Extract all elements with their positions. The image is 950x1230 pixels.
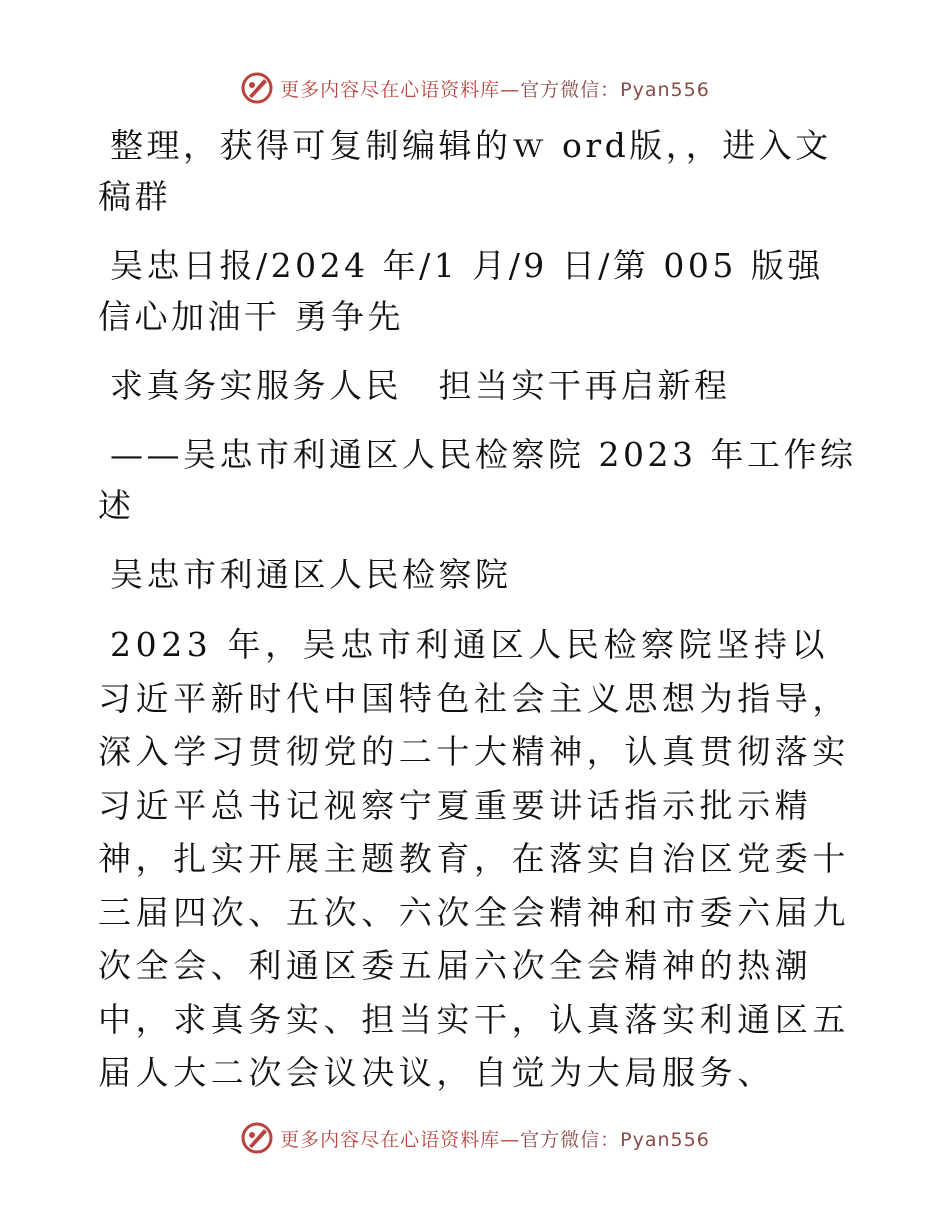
subtitle: ——吴忠市利通区人民检察院 2023 年工作综述 bbox=[98, 435, 857, 525]
header-banner-title: 更多内容尽在心语资料库 bbox=[280, 78, 501, 101]
footer-banner-title: 更多内容尽在心语资料库 bbox=[280, 1128, 501, 1151]
footer-banner-text bbox=[280, 1125, 710, 1152]
header-banner bbox=[0, 68, 950, 108]
body-paragraph: 2023 年，吴忠市利通区人民检察院坚持以习近平新时代中国特色社会主义思想为指导，深入学习贯彻党的二十大精神，认真贯彻落实习近平总书记视察宁夏重要讲话指示批示精神，扎实开展主题教育，在落实自治区党委十三届四次、五次、六次全会精神和市委六届九次全会、利通区委五届六次全会精神的热潮中，求真务实、担当实干，认真落实利通区五届人大二次会议决议，自觉为大局服务、 bbox=[98, 625, 850, 1092]
author-line: 吴忠市利通区人民检察院 bbox=[110, 555, 512, 594]
edit-note: 整理，获得可复制编辑的ｗ ord版，，进入文稿群 bbox=[98, 126, 832, 216]
header-banner-separator: — bbox=[500, 78, 521, 101]
footer-banner-wechat: 官方微信：Pyan556 bbox=[520, 1128, 710, 1151]
footer-banner bbox=[0, 1118, 950, 1158]
quill-logo-icon bbox=[240, 1121, 274, 1155]
source-line: 吴忠日报/2024 年/1 月/9 日/第 005 版强信心加油干 勇争先 bbox=[98, 246, 824, 336]
quill-logo-icon bbox=[240, 71, 274, 105]
headline: 求真务实服务人民 担当实干再启新程 bbox=[110, 366, 731, 405]
header-banner-wechat: 官方微信：Pyan556 bbox=[520, 78, 710, 101]
header-banner-text bbox=[280, 75, 710, 102]
document-body bbox=[98, 120, 858, 1100]
footer-banner-separator: — bbox=[500, 1128, 521, 1151]
